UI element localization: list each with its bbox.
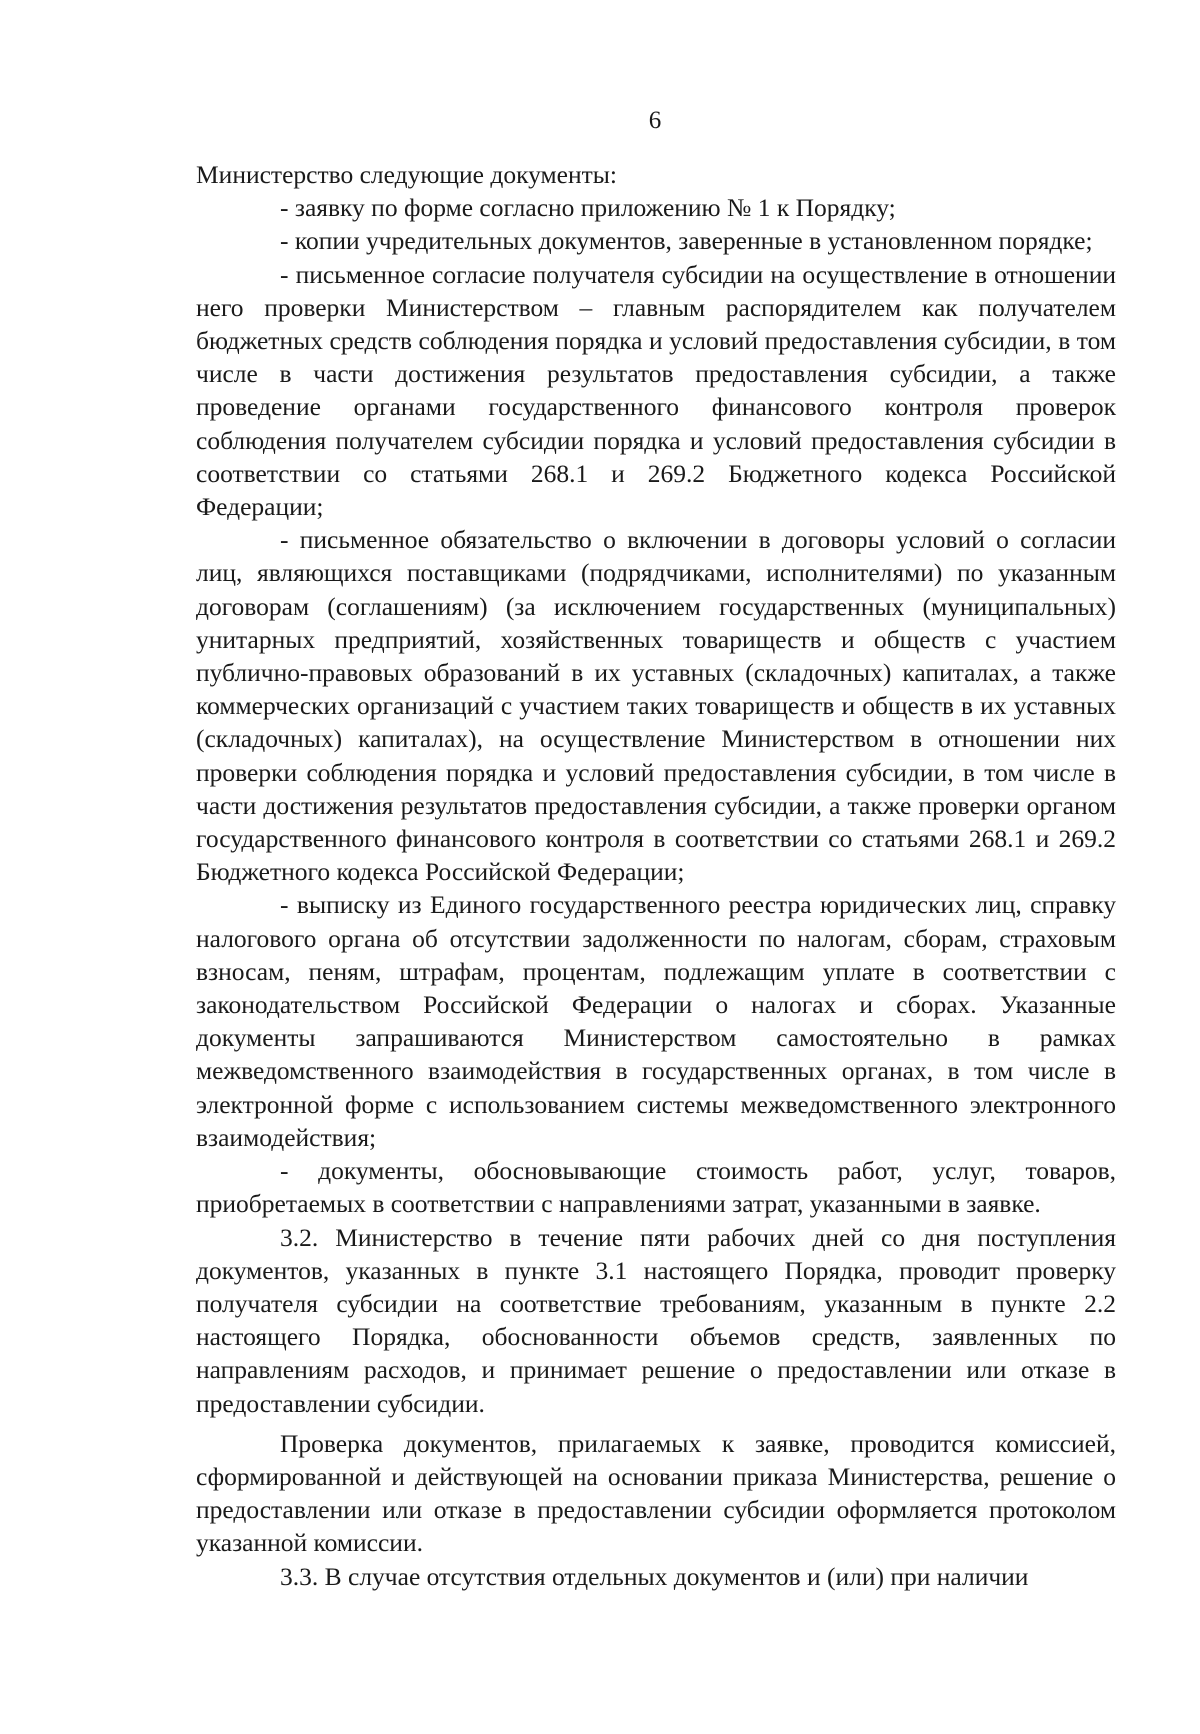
list-item-written-consent: - письменное согласие получателя субсидии на осуществление в отношении него проверки Министерством – главным распорядителем как получателем бюджетных средств соблюдения порядка и условий предоставления субсидии, в том числе в части достижения результатов предоставления субсидии, а также проведение органами государственного финансового контроля проверок соблюдения получателем субсидии порядка и условий предоставления субсидии в соответствии со статьями 268.1 и 269.2 Бюджетного кодекса Российской Федерации; bbox=[196, 259, 1116, 522]
paragraph-3-3: 3.3. В случае отсутствия отдельных документов и (или) при наличии bbox=[280, 1561, 1029, 1591]
paragraph-commission-review: Проверка документов, прилагаемых к заявке, проводится комиссией, сформированной и действующей на основании приказа Министерства, решение о предоставлении или отказе в предоставлении субсидии оформляется протоколом указанной комиссии. bbox=[196, 1428, 1116, 1558]
document-body bbox=[196, 158, 1116, 1593]
paragraph-3-2: 3.2. Министерство в течение пяти рабочих дней со дня поступления документов, указанных в пункте 3.1 настоящего Порядка, проводит проверку получателя субсидии на соответствие требованиям, указанным в пункте 2.2 настоящего Порядка, обоснованности объемов средств, заявленных по направлениям расходов, и принимает решение о предоставлении или отказе в предоставлении субсидии. bbox=[196, 1222, 1116, 1418]
list-item-cost-justification: - документы, обосновывающие стоимость работ, услуг, товаров, приобретаемых в соответствии с направлениями затрат, указанными в заявке. bbox=[196, 1156, 1116, 1219]
list-item-founding-documents: - копии учредительных документов, заверенные в установленном порядке; bbox=[280, 226, 1093, 256]
page-number: 6 bbox=[648, 107, 662, 134]
paragraph-intro: Министерство следующие документы: bbox=[196, 160, 617, 189]
list-item-application: - заявку по форме согласно приложению № 1 к Порядку; bbox=[280, 193, 896, 223]
list-item-registry-extract: - выписку из Единого государственного реестра юридических лиц, справку налогового органа об отсутствии задолженности по налогам, сборам, страховым взносам, пеням, штрафам, процентам, подлежащим уплате в соответствии с законодательством Российской Федерации о налогах и сборах. Указанные документы запрашиваются Министерством самостоятельно в рамках межведомственного взаимодействия в государственных органах, в том числе в электронной форме с использованием системы межведомственного электронного взаимодействия; bbox=[196, 890, 1116, 1152]
list-item-written-obligation: - письменное обязательство о включении в договоры условий о согласии лиц, являющихся поставщиками (подрядчиками, исполнителями) по указанным договорам (соглашениям) (за исключением государственных (муниципальных) унитарных предприятий, хозяйственных товариществ и обществ с участием публично-правовых образований в их уставных (складочных) капиталах, а также коммерческих организаций с участием таких товариществ и обществ в их уставных (складочных) капиталах), на осуществление Министерством в отношении них проверки соблюдения порядка и условий предоставления субсидии, в том числе в части достижения результатов предоставления субсидии, а также проверки органом государственного финансового контроля в соответствии со статьями 268.1 и 269.2 Бюджетного кодекса Российской Федерации; bbox=[196, 525, 1116, 887]
